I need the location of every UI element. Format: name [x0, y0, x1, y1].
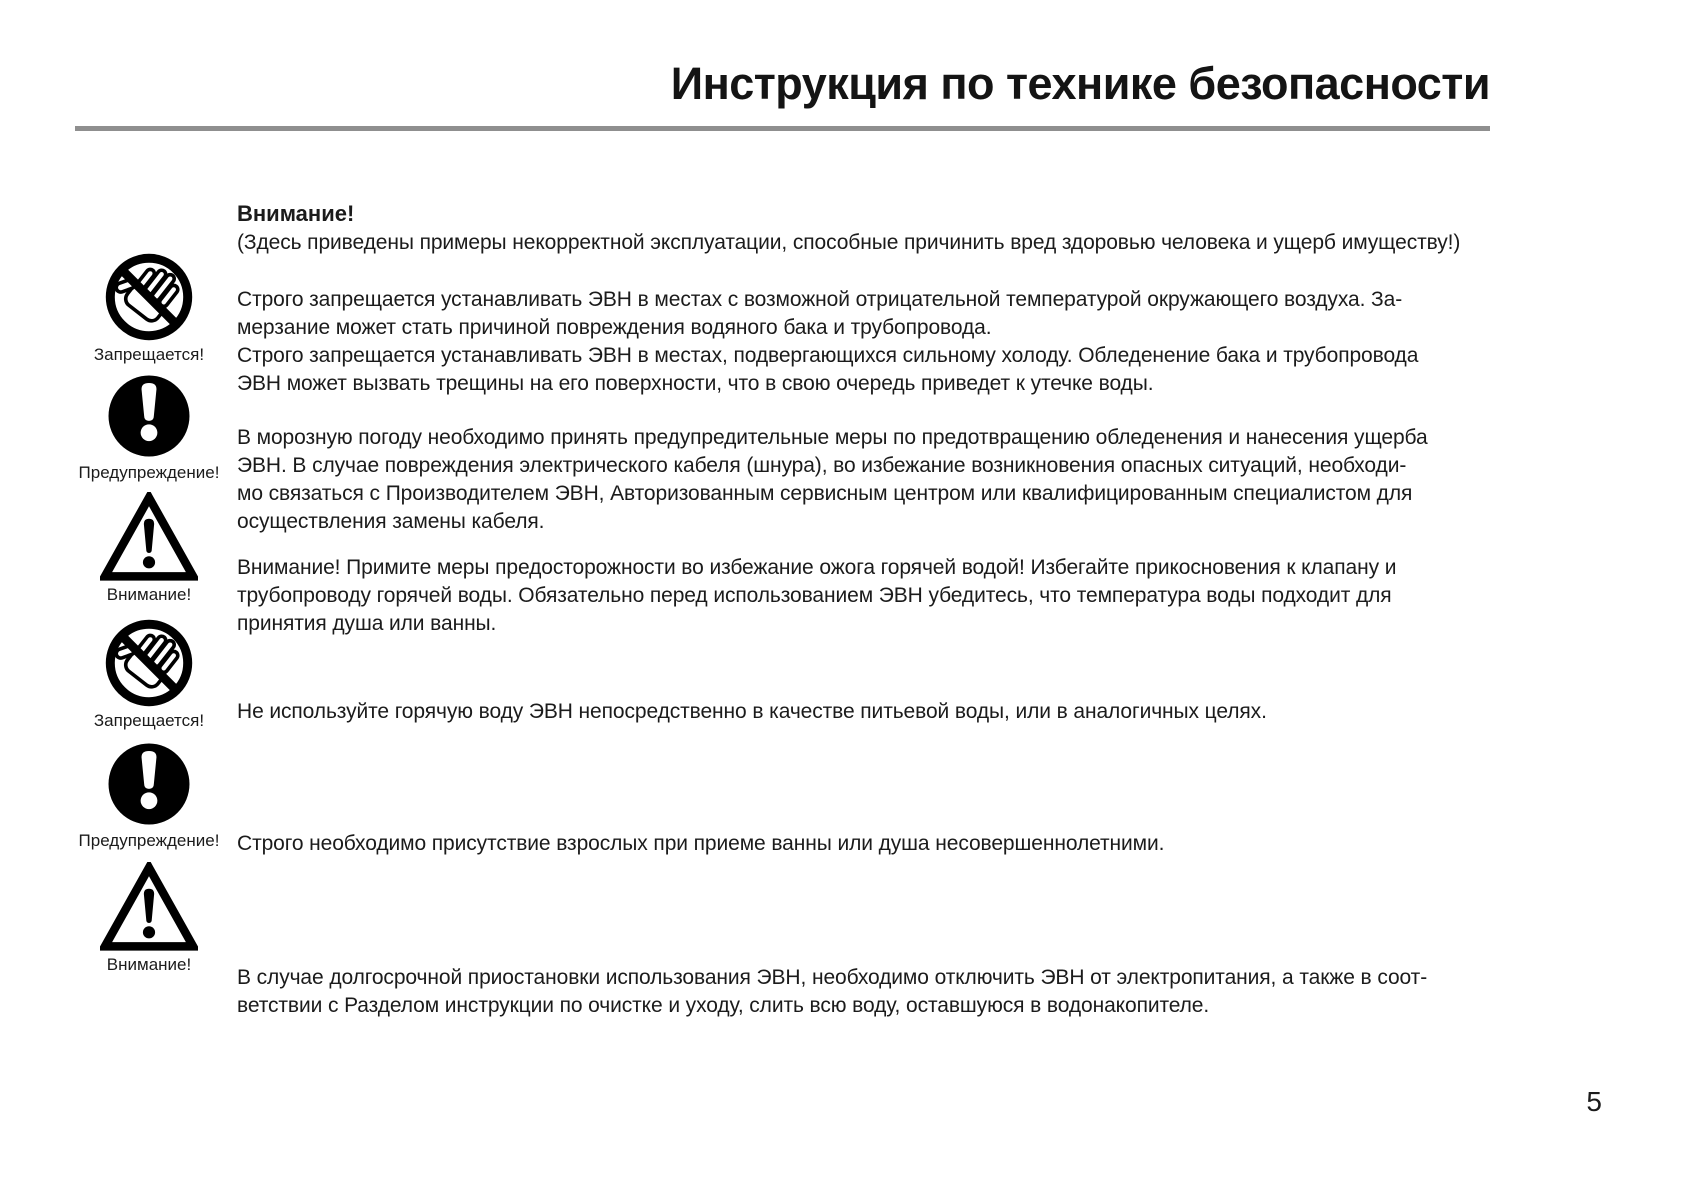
paragraph-line: принятия душа или ванны.: [237, 612, 497, 635]
section-paragraph-6: [237, 964, 1427, 1020]
intro-note: (Здесь приведены примеры некорректной эксплуатации, способные причинить вред здоровью человека и ущерб имуществу!): [237, 231, 1461, 254]
icon-block-2: [62, 372, 236, 483]
paragraph-line: В морозную погоду необходимо принять предупредительные меры по предотвращению обледенения и нанесения ущерба: [237, 426, 1428, 449]
icon-caption: Предупреждение!: [78, 831, 220, 850]
paragraph-line: Внимание! Примите меры предосторожности во избежание ожога горячей водой! Избегайте прикосновения к клапану и: [237, 556, 1397, 579]
paragraph-line: трубопроводу горячей воды. Обязательно перед использованием ЭВН убедитесь, что температура воды подходит для: [237, 584, 1392, 607]
prohibition-hand-icon: [104, 252, 194, 342]
warning-exclamation-circle-icon: [105, 740, 193, 828]
icon-block-4: [62, 618, 236, 731]
paragraph-line: Не используйте горячую воду ЭВН непосредственно в качестве питьевой воды, или в аналогичных целях.: [237, 700, 1267, 723]
intro-heading: Внимание!: [237, 201, 355, 226]
paragraph-line: осуществления замены кабеля.: [237, 510, 545, 533]
prohibition-hand-icon: [104, 618, 194, 708]
icon-caption: Внимание!: [106, 955, 192, 974]
paragraph-line: мо связаться с Производителем ЭВН, Авторизованным сервисным центром или квалифицированным специалистом для: [237, 482, 1413, 505]
page-title: Инструкция по технике безопасности: [670, 58, 1490, 109]
paragraph-line: Строго запрещается устанавливать ЭВН в местах, подвергающихся сильному холоду. Обледенение бака и трубопровода: [237, 344, 1419, 367]
paragraph-line: ЭВН. В случае повреждения электрического кабеля (шнура), во избежание возникновения опасных ситуаций, необходи-: [237, 454, 1407, 477]
icon-block-5: [62, 740, 236, 851]
paragraph-line: Строго необходимо присутствие взрослых при приеме ванны или душа несовершеннолетними.: [237, 832, 1165, 855]
icon-caption: Внимание!: [106, 585, 192, 604]
paragraph-line: В случае долгосрочной приостановки использования ЭВН, необходимо отключить ЭВН от электропитания, а также в соот-: [237, 966, 1428, 989]
paragraph-line: ветствии с Разделом инструкции по очистке и уходу, слить всю воду, оставшуюся в водонакопителе.: [237, 994, 1210, 1017]
paragraph-line: Строго запрещается устанавливать ЭВН в местах с возможной отрицательной температурой окружающего воздуха. За-: [237, 288, 1403, 311]
section-paragraph-3: [237, 554, 1396, 638]
icon-block-3: [62, 492, 236, 605]
warning-exclamation-circle-icon: [105, 372, 193, 460]
title-divider-rule: [75, 126, 1490, 131]
icon-caption: Предупреждение!: [78, 463, 220, 482]
paragraph-line: ЭВН может вызвать трещины на его поверхности, что в свою очередь приведет к утечке воды.: [237, 372, 1154, 395]
icon-caption: Запрещается!: [93, 711, 205, 730]
attention-exclamation-triangle-icon: [100, 862, 198, 952]
icon-block-6: [62, 862, 236, 975]
icon-block-1: [62, 252, 236, 365]
section-paragraph-1: [237, 286, 1418, 398]
section-paragraph-5: [237, 830, 1164, 858]
icon-caption: Запрещается!: [93, 345, 205, 364]
page-number: 5: [1586, 1086, 1602, 1117]
attention-exclamation-triangle-icon: [100, 492, 198, 582]
intro-block: [237, 199, 1460, 257]
section-paragraph-2: [237, 424, 1428, 536]
section-paragraph-4: [237, 698, 1267, 726]
paragraph-line: мерзание может стать причиной повреждения водяного бака и трубопровода.: [237, 316, 992, 339]
